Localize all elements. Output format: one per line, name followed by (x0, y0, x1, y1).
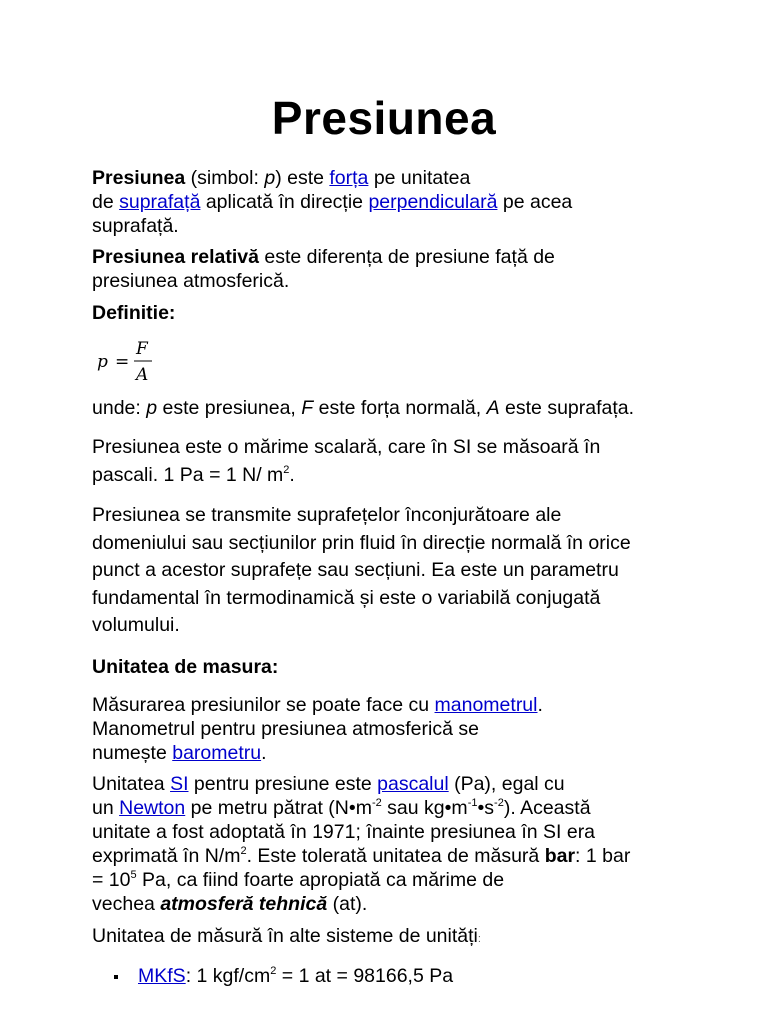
formula-equals: = (115, 352, 130, 372)
list-item: MKfS: 1 kgf/$cm^2 = 1$ at = 98166,5 Pa (92, 964, 692, 988)
manometer-paragraph: Măsurarea presiunilor se poate face cu manometrul. Manometrul pentru presiunea atmosferică se numește barometru. (92, 694, 543, 764)
term-presiunea-relativa: Presiunea relativă (92, 246, 259, 268)
formula-svg (96, 336, 176, 386)
relative-pressure-paragraph: Presiunea relativă este diferența de presiune față de presiunea atmosferică. (92, 246, 555, 292)
variables-paragraph: unde: p este presiunea, F este forța normală, A este suprafața. (92, 397, 635, 419)
unit-systems-list (92, 964, 692, 988)
link-manometrul[interactable]: manometrul (434, 694, 538, 716)
page-title: Presiunea (271, 92, 497, 144)
si-unit-paragraph: Unitatea SI pentru presiune este pascalul (Pa), egal cu un Newton pe metru pătrat ($N•m^{-2}$ sau $kg•m^{-1}•s^{-2}$). Această unitate a fost adoptată în 1971; înainte presiunea în SI era exprimată în $N/m^2$. Este tolerată unitatea de măsură bar: 1 bar = $10^5$ Pa, ca fiind foarte apropiată ca mărime de vechea atmosferă tehnică (at). (92, 773, 631, 915)
bullet-icon (114, 975, 118, 979)
link-forta[interactable]: forța (329, 167, 369, 189)
link-newton[interactable]: Newton (119, 797, 186, 819)
definitie-heading: Definitie: (92, 302, 176, 324)
other-systems-paragraph: Unitatea de măsură în alte sisteme de unități: (92, 925, 481, 947)
link-si[interactable]: SI (170, 773, 189, 795)
transmission-paragraph: Presiunea se transmite suprafețelor înconjurătoare ale domeniului sau secțiunilor prin fluid în direcție normală în orice punct a acestor suprafețe sau secțiuni. Ea este un parametru fundamental în termodinamică și este o variabilă conjugată volumului. (92, 504, 631, 636)
term-atmosfera-tehnica: atmosferă tehnică (160, 893, 328, 915)
formula-numerator: F (136, 339, 148, 359)
pressure-formula (96, 336, 176, 386)
link-pascalul[interactable]: pascalul (377, 773, 449, 795)
formula-lhs: p (97, 352, 108, 372)
link-mkfs[interactable]: MKfS (138, 965, 186, 987)
link-perpendiculara[interactable]: perpendiculară (368, 191, 498, 213)
link-barometru[interactable]: barometru (172, 742, 262, 764)
term-bar: bar (544, 845, 576, 867)
unitatea-heading: Unitatea de masura: (92, 656, 279, 678)
intro-paragraph: Presiunea (simbol: p) este forța pe unitatea de suprafață aplicată în direcție perpendiculară pe acea suprafață. (92, 167, 573, 237)
formula-denominator: A (136, 365, 149, 385)
term-presiunea: Presiunea (92, 167, 186, 189)
link-suprafata[interactable]: suprafață (119, 191, 201, 213)
scalar-paragraph: Presiunea este o mărime scalară, care în SI se măsoară în pascali. 1 Pa = 1 N/ $m^2$. (92, 436, 601, 486)
